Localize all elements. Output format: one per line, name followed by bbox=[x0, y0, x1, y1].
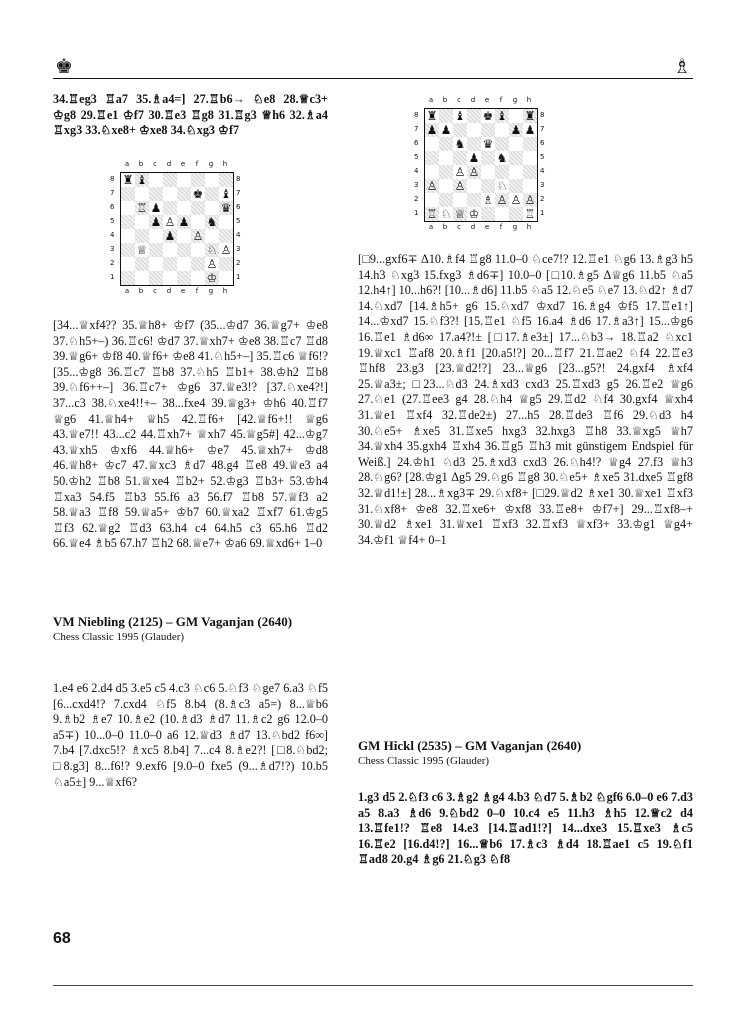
file-label: h bbox=[526, 96, 532, 104]
empty-square bbox=[191, 243, 205, 257]
chess-piece-square: ♟ bbox=[426, 123, 438, 137]
rank-label: 5 bbox=[236, 217, 241, 225]
empty-square bbox=[191, 201, 205, 215]
rank-labels-right bbox=[540, 108, 544, 220]
empty-square bbox=[495, 165, 509, 179]
chess-piece-square: ♛ bbox=[482, 137, 494, 151]
empty-square bbox=[149, 229, 163, 243]
empty-square bbox=[439, 151, 453, 165]
empty-square bbox=[495, 207, 509, 221]
file-label: a bbox=[124, 287, 130, 295]
rank-label: 6 bbox=[540, 139, 545, 147]
empty-square bbox=[163, 257, 177, 271]
rank-label: 7 bbox=[414, 125, 419, 133]
empty-square bbox=[523, 137, 537, 151]
empty-square bbox=[205, 201, 219, 215]
game-heading-1 bbox=[53, 614, 328, 644]
rank-label: 2 bbox=[414, 195, 419, 203]
empty-square bbox=[191, 271, 205, 285]
file-label: b bbox=[442, 96, 448, 104]
chess-piece-square: ♟ bbox=[150, 201, 162, 215]
file-label: h bbox=[222, 160, 228, 168]
empty-square bbox=[191, 173, 205, 187]
empty-square bbox=[135, 271, 149, 285]
file-label: c bbox=[153, 287, 157, 295]
empty-square bbox=[163, 271, 177, 285]
chess-piece-square: ♙ bbox=[510, 193, 522, 207]
chess-piece-square: ♟ bbox=[150, 215, 162, 229]
empty-square bbox=[481, 165, 495, 179]
empty-square bbox=[481, 207, 495, 221]
file-label: e bbox=[484, 96, 490, 104]
chess-piece-square: ♝ bbox=[454, 109, 466, 123]
empty-square bbox=[509, 179, 523, 193]
chess-piece-square: ♝ bbox=[136, 173, 148, 187]
chess-piece-square: ♘ bbox=[440, 207, 452, 221]
empty-square bbox=[135, 187, 149, 201]
game-moves-text: 1.e4 e6 2.d4 d5 3.e5 c5 4.c3 ♘c6 5.♘f3 ♘ge7 6.a3 ♘f5 [6...cxd4!? 7.cxd4 ♘f5 8.b4 (8.♗c3 a5=) 8...♕b6 9.♗b2 ♗e7 10.♗e2 (10.♗d3 ♗d7 11.♗c2 g6 12.0–0 a5∓) 10...0–0 11.0–0 a6 12.♕d3 ♗d7 13.♘bd2 f6∞] 7.b4 [7.dxc5!? ♗xc5 8.b4] 7...c4 8.♗e2?! [□8.♘bd2; □8.g3] 8...f6!? 9.exf6 [9.0–0 fxe5 (9...♗d7!?) 10.b5 ♘a5±] 9...♕xf6? bbox=[53, 681, 328, 789]
chess-piece-square: ♞ bbox=[496, 151, 508, 165]
empty-square bbox=[149, 271, 163, 285]
file-label: d bbox=[470, 96, 476, 104]
empty-square bbox=[163, 173, 177, 187]
empty-square bbox=[523, 179, 537, 193]
empty-square bbox=[439, 137, 453, 151]
chess-piece-square: ♗ bbox=[482, 193, 494, 207]
empty-square bbox=[163, 187, 177, 201]
file-label: b bbox=[138, 160, 144, 168]
file-labels-bottom bbox=[120, 287, 232, 295]
rank-labels-right bbox=[236, 172, 240, 284]
empty-square bbox=[481, 123, 495, 137]
rank-label: 6 bbox=[236, 203, 241, 211]
empty-square bbox=[177, 257, 191, 271]
empty-square bbox=[163, 243, 177, 257]
chess-piece-square: ♚ bbox=[482, 109, 494, 123]
rank-label: 8 bbox=[414, 111, 419, 119]
chess-piece-square: ♟ bbox=[164, 229, 176, 243]
empty-square bbox=[509, 165, 523, 179]
chess-piece-square: ♝ bbox=[220, 187, 232, 201]
left-column-bottom bbox=[53, 681, 328, 790]
empty-square bbox=[523, 151, 537, 165]
file-label: g bbox=[208, 287, 214, 295]
empty-square bbox=[177, 173, 191, 187]
left-column-mid bbox=[53, 318, 328, 552]
chess-piece-square: ♝ bbox=[496, 109, 508, 123]
chess-piece-square: ♞ bbox=[454, 137, 466, 151]
file-label: e bbox=[180, 287, 186, 295]
empty-square bbox=[219, 215, 233, 229]
rank-label: 1 bbox=[110, 273, 115, 281]
file-labels-top bbox=[424, 96, 536, 104]
chess-piece-square: ♙ bbox=[164, 215, 176, 229]
empty-square bbox=[177, 243, 191, 257]
rank-label: 5 bbox=[540, 153, 545, 161]
empty-square bbox=[425, 193, 439, 207]
rank-label: 7 bbox=[110, 189, 115, 197]
rank-label: 3 bbox=[414, 181, 419, 189]
chess-piece-square: ♜ bbox=[122, 173, 134, 187]
chess-piece-square: ♚ bbox=[192, 187, 204, 201]
chess-piece-square: ♛ bbox=[220, 201, 232, 215]
chess-piece-square: ♖ bbox=[136, 201, 148, 215]
empty-square bbox=[219, 271, 233, 285]
rank-label: 5 bbox=[414, 153, 419, 161]
rank-label: 3 bbox=[110, 245, 115, 253]
chess-board bbox=[120, 172, 234, 286]
empty-square bbox=[149, 187, 163, 201]
empty-square bbox=[205, 187, 219, 201]
rank-label: 4 bbox=[236, 231, 241, 239]
chess-piece-square: ♟ bbox=[524, 123, 536, 137]
empty-square bbox=[135, 229, 149, 243]
rank-label: 8 bbox=[236, 175, 241, 183]
game-source: Chess Classic 1995 (Glauder) bbox=[358, 755, 490, 767]
empty-square bbox=[467, 137, 481, 151]
file-label: f bbox=[499, 223, 503, 231]
chess-piece-square: ♙ bbox=[468, 165, 480, 179]
empty-square bbox=[467, 193, 481, 207]
empty-square bbox=[121, 229, 135, 243]
rank-label: 4 bbox=[540, 167, 545, 175]
empty-square bbox=[467, 109, 481, 123]
game-source: Chess Classic 1995 (Glauder) bbox=[53, 631, 185, 643]
empty-square bbox=[219, 229, 233, 243]
empty-square bbox=[149, 257, 163, 271]
file-labels-top bbox=[120, 160, 232, 168]
chess-piece-square: ♙ bbox=[496, 193, 508, 207]
chess-piece-square: ♔ bbox=[206, 271, 218, 285]
chess-piece-square: ♟ bbox=[510, 123, 522, 137]
rank-label: 7 bbox=[236, 189, 241, 197]
empty-square bbox=[467, 123, 481, 137]
empty-square bbox=[453, 151, 467, 165]
file-label: e bbox=[484, 223, 490, 231]
empty-square bbox=[467, 179, 481, 193]
chess-piece-square: ♞ bbox=[206, 215, 218, 229]
page-number: 68 bbox=[53, 930, 71, 947]
empty-square bbox=[509, 137, 523, 151]
chess-piece-square: ♙ bbox=[454, 165, 466, 179]
empty-square bbox=[453, 193, 467, 207]
right-column-mid bbox=[358, 252, 693, 548]
game-title: VM Niebling (2125) – GM Vaganjan (2640) bbox=[53, 614, 293, 629]
empty-square bbox=[163, 201, 177, 215]
file-label: g bbox=[512, 96, 518, 104]
rank-label: 2 bbox=[110, 259, 115, 267]
file-label: c bbox=[153, 160, 157, 168]
file-label: d bbox=[166, 287, 172, 295]
rank-labels-left bbox=[414, 108, 418, 220]
file-label: f bbox=[195, 160, 199, 168]
empty-square bbox=[177, 271, 191, 285]
rank-label: 1 bbox=[236, 273, 241, 281]
left-column-top bbox=[53, 92, 328, 139]
file-label: b bbox=[138, 287, 144, 295]
chess-board bbox=[424, 108, 538, 222]
footer-rule bbox=[53, 985, 693, 986]
right-column-bottom bbox=[358, 790, 693, 868]
rank-label: 2 bbox=[236, 259, 241, 267]
empty-square bbox=[121, 187, 135, 201]
white-bishop-icon: ♗ bbox=[673, 56, 691, 78]
chess-piece-square: ♔ bbox=[468, 207, 480, 221]
empty-square bbox=[205, 229, 219, 243]
empty-square bbox=[439, 193, 453, 207]
rank-label: 5 bbox=[110, 217, 115, 225]
chess-piece-square: ♙ bbox=[206, 257, 218, 271]
chess-piece-square: ♟ bbox=[178, 215, 190, 229]
empty-square bbox=[205, 173, 219, 187]
empty-square bbox=[219, 257, 233, 271]
chess-piece-square: ♟ bbox=[468, 151, 480, 165]
empty-square bbox=[509, 207, 523, 221]
file-labels-bottom bbox=[424, 223, 536, 231]
chess-piece-square: ♙ bbox=[426, 179, 438, 193]
file-label: b bbox=[442, 223, 448, 231]
chess-piece-square: ♘ bbox=[206, 243, 218, 257]
empty-square bbox=[149, 243, 163, 257]
empty-square bbox=[135, 257, 149, 271]
file-label: d bbox=[166, 160, 172, 168]
empty-square bbox=[481, 179, 495, 193]
chess-piece-square: ♜ bbox=[426, 109, 438, 123]
file-label: e bbox=[180, 160, 186, 168]
rank-labels-left bbox=[110, 172, 114, 284]
game-moves-text: 34.♖eg3 ♖a7 35.♗a4=] 27.♖b6→ ♘e8 28.♕c3+ ♔g8 29.♖e1 ♔f7 30.♖e3 ♖g8 31.♖g3 ♕h6 32.♗a4 ♖xg3 33.♘xe8+ ♔xe8 34.♘xg3 ♔f7 bbox=[53, 92, 328, 138]
empty-square bbox=[219, 173, 233, 187]
file-label: a bbox=[428, 223, 434, 231]
empty-square bbox=[191, 215, 205, 229]
empty-square bbox=[523, 165, 537, 179]
empty-square bbox=[495, 137, 509, 151]
empty-square bbox=[121, 271, 135, 285]
chess-piece-square: ♕ bbox=[454, 207, 466, 221]
empty-square bbox=[439, 165, 453, 179]
empty-square bbox=[121, 243, 135, 257]
chess-diagram-1 bbox=[108, 160, 248, 300]
empty-square bbox=[177, 187, 191, 201]
empty-square bbox=[425, 137, 439, 151]
game-heading-2 bbox=[358, 738, 693, 768]
empty-square bbox=[177, 229, 191, 243]
chess-piece-square: ♖ bbox=[426, 207, 438, 221]
chess-piece-square: ♙ bbox=[524, 193, 536, 207]
empty-square bbox=[453, 123, 467, 137]
rank-label: 4 bbox=[414, 167, 419, 175]
chess-piece-square: ♘ bbox=[496, 179, 508, 193]
chess-piece-square: ♙ bbox=[192, 229, 204, 243]
empty-square bbox=[481, 151, 495, 165]
file-label: h bbox=[526, 223, 532, 231]
empty-square bbox=[495, 123, 509, 137]
running-header bbox=[53, 56, 693, 79]
annotation-text: [34...♕xf4?? 35.♕h8+ ♔f7 (35...♔d7 36.♕g7+ ♔e8 37.♘h5+–) 36.♖c6! ♔d7 37.♕xh7+ ♔e8 38.♖c7 ♖d8 39.♕g6+ ♔f8 40.♕f6+ ♔e8 41.♘h5+–] 35.♖c6 ♕f6!? [35...♔g8 36.♖c7 ♖b8 37.♘h5 ♖b1+ 38.♔h2 ♖b8 39.♘f6++–] 36.♖c7+ ♔g6 37.♕e3!? [37.♘xe4?!] 37...c3 38.♘xe4!!+– 38...fxe4 39.♕g3+ ♔h6 40.♖f7 ♕g6 41.♕h4+ ♕h5 42.♖f6+ [42.♕f6+!! ♕g6 43.♕e7!! 43...c2 44.♖xh7+ ♕xh7 45.♕g5#] 42...♔g7 43.♕xh5 ♔xf6 44.♕h6+ ♔e7 45.♕xh7+ ♔d8 46.♕h8+ ♔c7 47.♕xc3 ♗d7 48.g4 ♖e8 49.♕e3 a4 50.♔h2 ♖b8 51.♕xe4 ♖b2+ 52.♔g3 ♖b3+ 53.♔h4 ♖xa3 54.f5 ♖b3 55.f6 a3 56.f7 ♖b8 57.♕f3 a2 58.♕a3 ♖f8 59.♕a5+ ♔b7 60.♕xa2 ♖xf7 61.♔g5 ♖f3 62.♕g2 ♖d3 63.h4 c4 64.h5 c3 65.h6 ♖d2 66.♕e4 ♗b5 67.h7 ♖h2 68.♕e7+ ♔a6 69.♕xd6+ 1–0 bbox=[53, 318, 328, 551]
rank-label: 1 bbox=[414, 209, 419, 217]
rank-label: 7 bbox=[540, 125, 545, 133]
rank-label: 6 bbox=[414, 139, 419, 147]
game-title: GM Hickl (2535) – GM Vaganjan (2640) bbox=[358, 738, 582, 753]
chess-piece-square: ♕ bbox=[136, 243, 148, 257]
file-label: c bbox=[457, 96, 461, 104]
rank-label: 3 bbox=[236, 245, 241, 253]
file-label: f bbox=[499, 96, 503, 104]
rank-label: 8 bbox=[110, 175, 115, 183]
chess-piece-square: ♙ bbox=[454, 179, 466, 193]
empty-square bbox=[177, 201, 191, 215]
chess-piece-square: ♟ bbox=[440, 123, 452, 137]
file-label: h bbox=[222, 287, 228, 295]
rank-label: 4 bbox=[110, 231, 115, 239]
chess-piece-square: ♜ bbox=[524, 109, 536, 123]
empty-square bbox=[425, 151, 439, 165]
empty-square bbox=[121, 257, 135, 271]
empty-square bbox=[509, 151, 523, 165]
file-label: a bbox=[124, 160, 130, 168]
rank-label: 6 bbox=[110, 203, 115, 211]
empty-square bbox=[439, 109, 453, 123]
empty-square bbox=[121, 215, 135, 229]
empty-square bbox=[135, 215, 149, 229]
chess-piece-square: ♙ bbox=[220, 243, 232, 257]
empty-square bbox=[509, 109, 523, 123]
rank-label: 8 bbox=[540, 111, 545, 119]
game-moves-text: 1.g3 d5 2.♘f3 c6 3.♗g2 ♗g4 4.b3 ♘d7 5.♗b2 ♘gf6 6.0–0 e6 7.d3 a5 8.a3 ♗d6 9.♘bd2 0–0 10.c4 e5 11.h3 ♗h5 12.♕c2 d4 13.♖fe1!? ♖e8 14.e3 [14.♖ad1!?] 14...dxe3 15.♖xe3 ♗c5 16.♖e2 [16.d4!?] 16...♕b6 17.♗c3 ♗d4 18.♖ae1 c5 19.♘f1 ♖ad8 20.g4 ♗g6 21.♘g3 ♘f8 bbox=[358, 790, 693, 867]
annotation-text: [□9...gxf6∓ Δ10.♗f4 ♖g8 11.0–0 ♘ce7!? 12.♖e1 ♘g6 13.♗g3 h5 14.h3 ♘xg3 15.fxg3 ♗d6∓] 10.0–0 [□10.♗g5 Δ♕g6 11.b5 ♘a5 12.h4↑] 10...h6?! [10...♗d6] 11.b5 ♘a5 12.♘e5 ♘e7 13.♘d2↑ ♗d7 14.♘xd7 [14.♗h5+ g6 15.♘xd7 ♔xd7 16.♗g4 ♔f5 17.♖e1↑] 14...♔xd7 15.♘f3?! [15.♖e1 ♘f5 16.a4 ♗d6 17.♗a3↑] 15...♔g6 16.♖e1 ♗d6∞ 17.a4?!± [□17.♗e3±] 17...♘b3→ 18.♖a2 ♘xc1 19.♕xc1 ♖af8 20.♗f1 [20.a5!?] 20...♖f7 21.♖ae2 ♘f4 22.♖e3 ♖hf8 23.g3 [23.♕d2!?] 23...♕g6 [23...g5?! 24.gxf4 ♗xf4 25.♕a3±; □23...♘d3 24.♗xd3 cxd3 25.♖xd3 g5 26.♖e2 ♕g6 27.♘e1 (27.♖ee3 g4 28.♘h4 ♕g5 29.♖d2 ♘f4 30.gxf4 ♕xh4 31.♕e1 ♖xf4 32.♖de2±) 27...h5 28.♖de3 ♖f6 29.♘d3 h4 30.♘e5+ ♗xe5 31.♖xe5 hxg3 32.hxg3 ♖h8 33.♕xg5 ♕h7 34.♕xh4 35.gxh4 ♖xh4 36.♖g5 ♖h3 mit günstigem Endspiel für Weiß.] 24.♔h1 ♘d3 25.♗xd3 cxd3 26.♘h4!? ♕g4 27.f3 ♕h3 28.♘g6? [28.♔g1 Δg5 29.♘g6 ♖g8 30.♘e5+ ♗xe5 31.dxe5 ♖gf8 32.♕d1!±] 28...♗xg3∓ 29.♘xf8+ [□29.♕d2 ♗xe1 30.♕xe1 ♖xf3 31.♘xf8+ ♔e8 32.♖xe6+ ♔xf8 33.♖e8+ ♔f7+] 29...♖xf8–+ 30.♕d2 ♗xe1 31.♕xe1 ♖xf3 32.♖xf3 ♕xf3+ 33.♔g1 ♕g4+ 34.♔f1 ♕f4+ 0–1 bbox=[358, 252, 693, 547]
file-label: a bbox=[428, 96, 434, 104]
file-label: d bbox=[470, 223, 476, 231]
rank-label: 1 bbox=[540, 209, 545, 217]
chess-diagram-2 bbox=[412, 96, 552, 236]
chess-piece-square: ♖ bbox=[524, 207, 536, 221]
file-label: c bbox=[457, 223, 461, 231]
file-label: f bbox=[195, 287, 199, 295]
empty-square bbox=[191, 257, 205, 271]
rank-label: 2 bbox=[540, 195, 545, 203]
empty-square bbox=[439, 179, 453, 193]
file-label: g bbox=[512, 223, 518, 231]
black-king-icon: ♚ bbox=[55, 56, 73, 78]
file-label: g bbox=[208, 160, 214, 168]
empty-square bbox=[149, 173, 163, 187]
rank-label: 3 bbox=[540, 181, 545, 189]
empty-square bbox=[425, 165, 439, 179]
empty-square bbox=[121, 201, 135, 215]
